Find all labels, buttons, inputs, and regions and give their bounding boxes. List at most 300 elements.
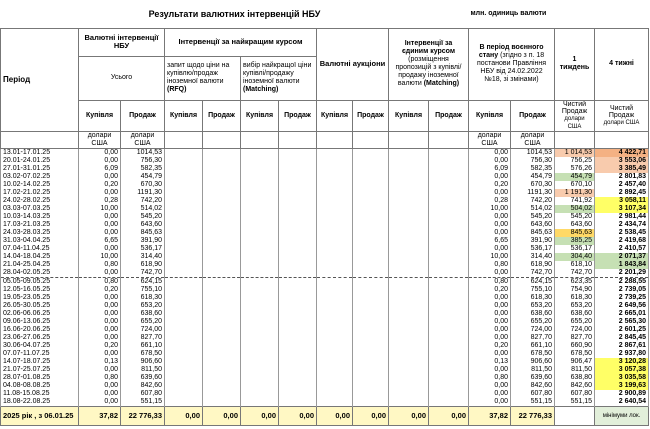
auc-buy-header: Купівля <box>317 100 353 131</box>
auc-buy-cell <box>317 318 353 326</box>
buy-cell: 10,00 <box>79 205 121 213</box>
ml-buy-cell: 0,00 <box>469 229 511 237</box>
buy-cell: 0,00 <box>79 366 121 374</box>
match-sell-cell <box>279 294 317 302</box>
single-rate-code: (Matching) <box>423 80 460 87</box>
ml-buy-cell: 0,00 <box>469 221 511 229</box>
single-sell-header: Продаж <box>429 100 469 131</box>
table-row <box>1 253 649 261</box>
auc-buy-cell <box>317 197 353 205</box>
match-buy-cell <box>241 221 279 229</box>
ml-buy-cell: 0,80 <box>469 277 511 286</box>
ml-buy-cell: 0,00 <box>469 294 511 302</box>
auc-buy-cell <box>317 181 353 189</box>
period-cell: 21.07-25.07.25 <box>1 366 79 374</box>
ml-sell-cell: 639,60 <box>511 374 555 382</box>
net1-cell: 536,17 <box>555 245 595 253</box>
min-label: мінімуми лок. <box>595 406 649 425</box>
sell-cell: 314,40 <box>121 253 165 261</box>
net4-cell: 3 199,63 <box>595 382 649 390</box>
net4-cell: 2 867,61 <box>595 342 649 350</box>
ml-buy-cell: 0,00 <box>469 173 511 181</box>
auc-buy-cell <box>317 173 353 181</box>
ml-buy-cell: 0,20 <box>469 342 511 350</box>
rfq-buy-cell <box>165 213 203 221</box>
ml-buy-cell: 6,09 <box>469 165 511 173</box>
match-buy-cell <box>241 302 279 310</box>
single-sell-cell <box>429 213 469 221</box>
rfq-sell-cell <box>203 350 241 358</box>
auc-buy-cell <box>317 350 353 358</box>
rfq-buy-cell <box>165 326 203 334</box>
auc-buy-cell <box>317 261 353 269</box>
match-buy-cell <box>241 237 279 245</box>
table-row <box>1 189 649 197</box>
rfq-sell-cell <box>203 342 241 350</box>
ml-buy-cell: 0,28 <box>469 197 511 205</box>
match-sell-cell <box>279 277 317 286</box>
match-sell-cell <box>279 286 317 294</box>
net1-cell: 304,40 <box>555 253 595 261</box>
match-sell-cell <box>279 302 317 310</box>
single-sell-cell <box>429 358 469 366</box>
single-buy-cell <box>389 253 429 261</box>
single-buy-cell <box>389 189 429 197</box>
ml-sell-cell: 1191,30 <box>511 189 555 197</box>
buy-cell: 0,20 <box>79 181 121 189</box>
best-rate-header: Інтервенції за найкращим курсом <box>165 28 317 56</box>
match-sell-cell <box>279 326 317 334</box>
rfq-buy-cell <box>165 334 203 342</box>
sell-cell: 827,70 <box>121 334 165 342</box>
single-sell-cell <box>429 318 469 326</box>
ml-sell-cell: 454,79 <box>511 173 555 181</box>
single-sell-cell <box>429 197 469 205</box>
match-sell-cell <box>279 358 317 366</box>
buy-cell: 0,20 <box>79 286 121 294</box>
sell-cell: 756,30 <box>121 157 165 165</box>
total-subheader: Усього <box>79 56 165 100</box>
rfq-buy-cell <box>165 269 203 278</box>
single-buy-header: Купівля <box>389 100 429 131</box>
table-row <box>1 302 649 310</box>
match-buy-cell <box>241 197 279 205</box>
single-buy-cell <box>389 205 429 213</box>
ml-sell-cell: 827,70 <box>511 334 555 342</box>
auc-sell-cell <box>353 181 389 189</box>
sell-cell: 582,35 <box>121 165 165 173</box>
auc-sell-cell <box>353 261 389 269</box>
buy-cell: 6,09 <box>79 165 121 173</box>
auc-buy-cell <box>317 165 353 173</box>
single-buy-cell <box>389 277 429 286</box>
total-match-buy: 0,00 <box>241 406 279 425</box>
buy-cell: 0,00 <box>79 245 121 253</box>
rfq-sell-cell <box>203 358 241 366</box>
net1-cell: 454,79 <box>555 173 595 181</box>
rfq-buy-cell <box>165 390 203 398</box>
match-sell-cell <box>279 269 317 278</box>
table-row <box>1 350 649 358</box>
buy-cell: 0,20 <box>79 342 121 350</box>
ml-sell-cell: 1014,53 <box>511 148 555 157</box>
match-buy-cell <box>241 173 279 181</box>
auc-buy-cell <box>317 269 353 278</box>
match-buy-cell <box>241 245 279 253</box>
match-buy-cell <box>241 310 279 318</box>
net4-cell: 2 601,25 <box>595 326 649 334</box>
net4-unit: долари США <box>603 119 640 126</box>
single-buy-cell <box>389 390 429 398</box>
table-row <box>1 374 649 382</box>
match-buy-cell <box>241 253 279 261</box>
total-auc-sell: 0,00 <box>353 406 389 425</box>
auc-buy-cell <box>317 382 353 390</box>
usd-unit: долари США <box>469 131 511 148</box>
buy-cell: 0,00 <box>79 269 121 278</box>
auc-sell-cell <box>353 294 389 302</box>
single-sell-cell <box>429 350 469 358</box>
rfq-sell-cell <box>203 334 241 342</box>
match-buy-cell <box>241 358 279 366</box>
buy-cell: 0,13 <box>79 358 121 366</box>
net1-cell: 845,63 <box>555 229 595 237</box>
auc-buy-cell <box>317 390 353 398</box>
ml-sell-cell: 756,30 <box>511 157 555 165</box>
table-row <box>1 261 649 269</box>
rfq-buy-cell <box>165 358 203 366</box>
net1-cell: 827,70 <box>555 334 595 342</box>
buy-cell: 0,00 <box>79 148 121 157</box>
single-sell-cell <box>429 342 469 350</box>
auc-sell-cell <box>353 157 389 165</box>
net1-cell: 607,80 <box>555 390 595 398</box>
net4-cell: 2 457,40 <box>595 181 649 189</box>
match-sell-cell <box>279 173 317 181</box>
sell-cell: 624,15 <box>121 277 165 286</box>
rfq-sell-cell <box>203 221 241 229</box>
ml-buy-cell: 0,00 <box>469 245 511 253</box>
ml-buy-cell: 0,00 <box>469 310 511 318</box>
rfq-sell-cell <box>203 261 241 269</box>
net1-cell: 756,25 <box>555 157 595 165</box>
single-sell-cell <box>429 382 469 390</box>
table-row <box>1 157 649 165</box>
auc-sell-cell <box>353 205 389 213</box>
table-row <box>1 326 649 334</box>
ml-buy-header: Купівля <box>469 100 511 131</box>
single-sell-cell <box>429 310 469 318</box>
rfq-sell-cell <box>203 205 241 213</box>
match-sell-cell <box>279 245 317 253</box>
match-sell-cell <box>279 148 317 157</box>
match-sell-cell <box>279 398 317 407</box>
sell-cell: 755,10 <box>121 286 165 294</box>
ml-sell-cell: 551,15 <box>511 398 555 407</box>
match-buy-cell <box>241 350 279 358</box>
match-buy-cell <box>241 294 279 302</box>
auc-sell-cell <box>353 398 389 407</box>
rfq-sell-cell <box>203 318 241 326</box>
table-row <box>1 390 649 398</box>
rfq-buy-cell <box>165 366 203 374</box>
ml-sell-cell: 906,60 <box>511 358 555 366</box>
net1-cell: 551,15 <box>555 398 595 407</box>
period-cell: 27.01-31.01.25 <box>1 165 79 173</box>
buy-cell: 0,00 <box>79 189 121 197</box>
ml-buy-cell: 0,00 <box>469 157 511 165</box>
ml-buy-cell: 10,00 <box>469 253 511 261</box>
rfq-buy-cell <box>165 294 203 302</box>
total-single-buy: 0,00 <box>389 406 429 425</box>
match-sell-cell <box>279 334 317 342</box>
single-rate-header <box>389 28 469 100</box>
net1-cell: 906,47 <box>555 358 595 366</box>
net4-cell: 2 739,05 <box>595 286 649 294</box>
net4-cell: 3 058,11 <box>595 197 649 205</box>
rfq-buy-cell <box>165 189 203 197</box>
ml-buy-cell: 0,20 <box>469 181 511 189</box>
match-buy-header: Купівля <box>241 100 279 131</box>
sell-cell: 811,50 <box>121 366 165 374</box>
match-sell-cell <box>279 181 317 189</box>
match-buy-cell <box>241 286 279 294</box>
single-buy-cell <box>389 213 429 221</box>
match-sell-cell <box>279 221 317 229</box>
period-cell: 21.04-25.04.25 <box>1 261 79 269</box>
net1-cell: 504,02 <box>555 205 595 213</box>
period-cell: 17.03-21.03.25 <box>1 221 79 229</box>
net1-cell: 670,10 <box>555 181 595 189</box>
matching-desc: вибір найкращої ціни купівлі/продажу іноземної валюти <box>243 62 312 85</box>
match-buy-cell <box>241 326 279 334</box>
net4-cell: 2 665,01 <box>595 310 649 318</box>
ml-sell-cell: 842,60 <box>511 382 555 390</box>
single-buy-cell <box>389 302 429 310</box>
single-buy-cell <box>389 326 429 334</box>
auc-buy-cell <box>317 148 353 157</box>
martial-law-header <box>469 28 555 100</box>
match-sell-cell <box>279 205 317 213</box>
net4-cell: 2 739,25 <box>595 294 649 302</box>
auc-sell-cell <box>353 390 389 398</box>
table-row <box>1 286 649 294</box>
auc-sell-header: Продаж <box>353 100 389 131</box>
rfq-buy-cell <box>165 205 203 213</box>
auc-sell-cell <box>353 253 389 261</box>
single-buy-cell <box>389 165 429 173</box>
rfq-sell-cell <box>203 269 241 278</box>
rfq-buy-cell <box>165 165 203 173</box>
auc-buy-cell <box>317 221 353 229</box>
net4-cell: 3 120,28 <box>595 358 649 366</box>
ml-sell-cell: 545,20 <box>511 213 555 221</box>
net1-cell: 576,26 <box>555 165 595 173</box>
table-row <box>1 237 649 245</box>
net4-cell: 2 900,89 <box>595 390 649 398</box>
buy-cell: 0,00 <box>79 318 121 326</box>
match-buy-cell <box>241 398 279 407</box>
auc-sell-cell <box>353 229 389 237</box>
match-sell-cell <box>279 213 317 221</box>
auc-sell-cell <box>353 165 389 173</box>
ml-sell-cell: 618,90 <box>511 261 555 269</box>
ml-buy-cell: 0,20 <box>469 286 511 294</box>
ml-buy-cell: 0,00 <box>469 148 511 157</box>
single-sell-cell <box>429 189 469 197</box>
rfq-sell-cell <box>203 173 241 181</box>
single-sell-cell <box>429 302 469 310</box>
net1-cell: 660,90 <box>555 342 595 350</box>
ml-buy-cell: 0,00 <box>469 213 511 221</box>
net4-cell: 3 035,58 <box>595 374 649 382</box>
auc-sell-cell <box>353 173 389 181</box>
auc-sell-cell <box>353 382 389 390</box>
sell-cell: 1014,53 <box>121 148 165 157</box>
rfq-sell-cell <box>203 390 241 398</box>
net4-cell: 2 071,37 <box>595 253 649 261</box>
rfq-desc: запит щодо ціни на купівлю/продаж іноземної валюти <box>167 62 230 85</box>
rfq-buy-header: Купівля <box>165 100 203 131</box>
period-cell: 14.04-18.04.25 <box>1 253 79 261</box>
net4-cell: 2 981,44 <box>595 213 649 221</box>
buy-cell: 0,80 <box>79 277 121 286</box>
match-sell-cell <box>279 261 317 269</box>
buy-cell: 0,00 <box>79 157 121 165</box>
auc-buy-cell <box>317 294 353 302</box>
single-sell-cell <box>429 205 469 213</box>
rfq-sell-header: Продаж <box>203 100 241 131</box>
buy-cell: 0,00 <box>79 310 121 318</box>
rfq-sell-cell <box>203 165 241 173</box>
auc-sell-cell <box>353 245 389 253</box>
single-buy-cell <box>389 245 429 253</box>
rfq-buy-cell <box>165 253 203 261</box>
table-row <box>1 334 649 342</box>
total-match-sell: 0,00 <box>279 406 317 425</box>
match-sell-cell <box>279 189 317 197</box>
match-buy-cell <box>241 181 279 189</box>
single-buy-cell <box>389 294 429 302</box>
ml-sell-cell: 582,35 <box>511 165 555 173</box>
rfq-sell-cell <box>203 189 241 197</box>
auc-sell-cell <box>353 148 389 157</box>
rfq-buy-cell <box>165 197 203 205</box>
auc-sell-cell <box>353 334 389 342</box>
net4-cell: 2 892,45 <box>595 189 649 197</box>
single-buy-cell <box>389 237 429 245</box>
period-cell: 13.01-17.01.25 <box>1 148 79 157</box>
ml-sell-cell: 655,20 <box>511 318 555 326</box>
sell-cell: 678,50 <box>121 350 165 358</box>
net4-cell: 2 845,45 <box>595 334 649 342</box>
table-row <box>1 398 649 407</box>
rfq-buy-cell <box>165 374 203 382</box>
rfq-buy-cell <box>165 302 203 310</box>
match-buy-cell <box>241 374 279 382</box>
ml-buy-cell: 0,00 <box>469 366 511 374</box>
single-buy-cell <box>389 374 429 382</box>
ml-buy-cell: 0,00 <box>469 269 511 278</box>
net1-cell: 754,90 <box>555 286 595 294</box>
single-sell-cell <box>429 173 469 181</box>
total-rfq-buy: 0,00 <box>165 406 203 425</box>
ml-buy-cell: 0,13 <box>469 358 511 366</box>
net1-header <box>555 100 595 131</box>
net4-header <box>595 100 649 131</box>
single-buy-cell <box>389 342 429 350</box>
table-row <box>1 358 649 366</box>
rfq-buy-cell <box>165 245 203 253</box>
rfq-buy-cell <box>165 342 203 350</box>
net1-cell: 1 191,30 <box>555 189 595 197</box>
rfq-sell-cell <box>203 326 241 334</box>
ml-sell-header: Продаж <box>511 100 555 131</box>
period-header: Період <box>1 28 79 131</box>
table-row <box>1 173 649 181</box>
rfq-buy-cell <box>165 181 203 189</box>
single-buy-cell <box>389 181 429 189</box>
table-row <box>1 221 649 229</box>
usd-unit: долари США <box>511 131 555 148</box>
total-row <box>1 406 649 425</box>
sell-cell: 536,17 <box>121 245 165 253</box>
buy-cell: 0,00 <box>79 398 121 407</box>
net1-cell: 618,10 <box>555 261 595 269</box>
match-sell-cell <box>279 229 317 237</box>
table-row <box>1 318 649 326</box>
buy-cell: 10,00 <box>79 253 121 261</box>
rfq-buy-cell <box>165 277 203 286</box>
match-buy-cell <box>241 205 279 213</box>
auc-sell-cell <box>353 269 389 278</box>
buy-cell: 0,00 <box>79 350 121 358</box>
single-buy-cell <box>389 366 429 374</box>
rfq-sell-cell <box>203 294 241 302</box>
auc-sell-cell <box>353 342 389 350</box>
week1-header: 1 тиждень <box>555 28 595 100</box>
rfq-buy-cell <box>165 398 203 407</box>
single-buy-cell <box>389 310 429 318</box>
match-sell-cell <box>279 310 317 318</box>
auc-buy-cell <box>317 358 353 366</box>
buy-cell: 0,80 <box>79 374 121 382</box>
period-cell: 14.07-18.07.25 <box>1 358 79 366</box>
auc-buy-cell <box>317 310 353 318</box>
total-ml-sell: 22 776,33 <box>511 406 555 425</box>
single-sell-cell <box>429 165 469 173</box>
single-sell-cell <box>429 277 469 286</box>
auc-buy-cell <box>317 398 353 407</box>
rfq-sell-cell <box>203 157 241 165</box>
period-cell: 10.03-14.03.25 <box>1 213 79 221</box>
rfq-sell-cell <box>203 148 241 157</box>
period-cell: 26.05-30.05.25 <box>1 302 79 310</box>
net1-cell: 655,20 <box>555 318 595 326</box>
sell-cell: 618,90 <box>121 261 165 269</box>
rfq-subheader <box>165 56 241 100</box>
total-auc-buy: 0,00 <box>317 406 353 425</box>
sell-cell: 514,02 <box>121 205 165 213</box>
rfq-sell-cell <box>203 181 241 189</box>
auc-sell-cell <box>353 358 389 366</box>
ml-buy-cell: 0,00 <box>469 382 511 390</box>
match-buy-cell <box>241 366 279 374</box>
match-sell-header: Продаж <box>279 100 317 131</box>
ml-buy-cell: 0,00 <box>469 350 511 358</box>
ml-sell-cell: 643,60 <box>511 221 555 229</box>
net4-cell: 2 801,83 <box>595 173 649 181</box>
